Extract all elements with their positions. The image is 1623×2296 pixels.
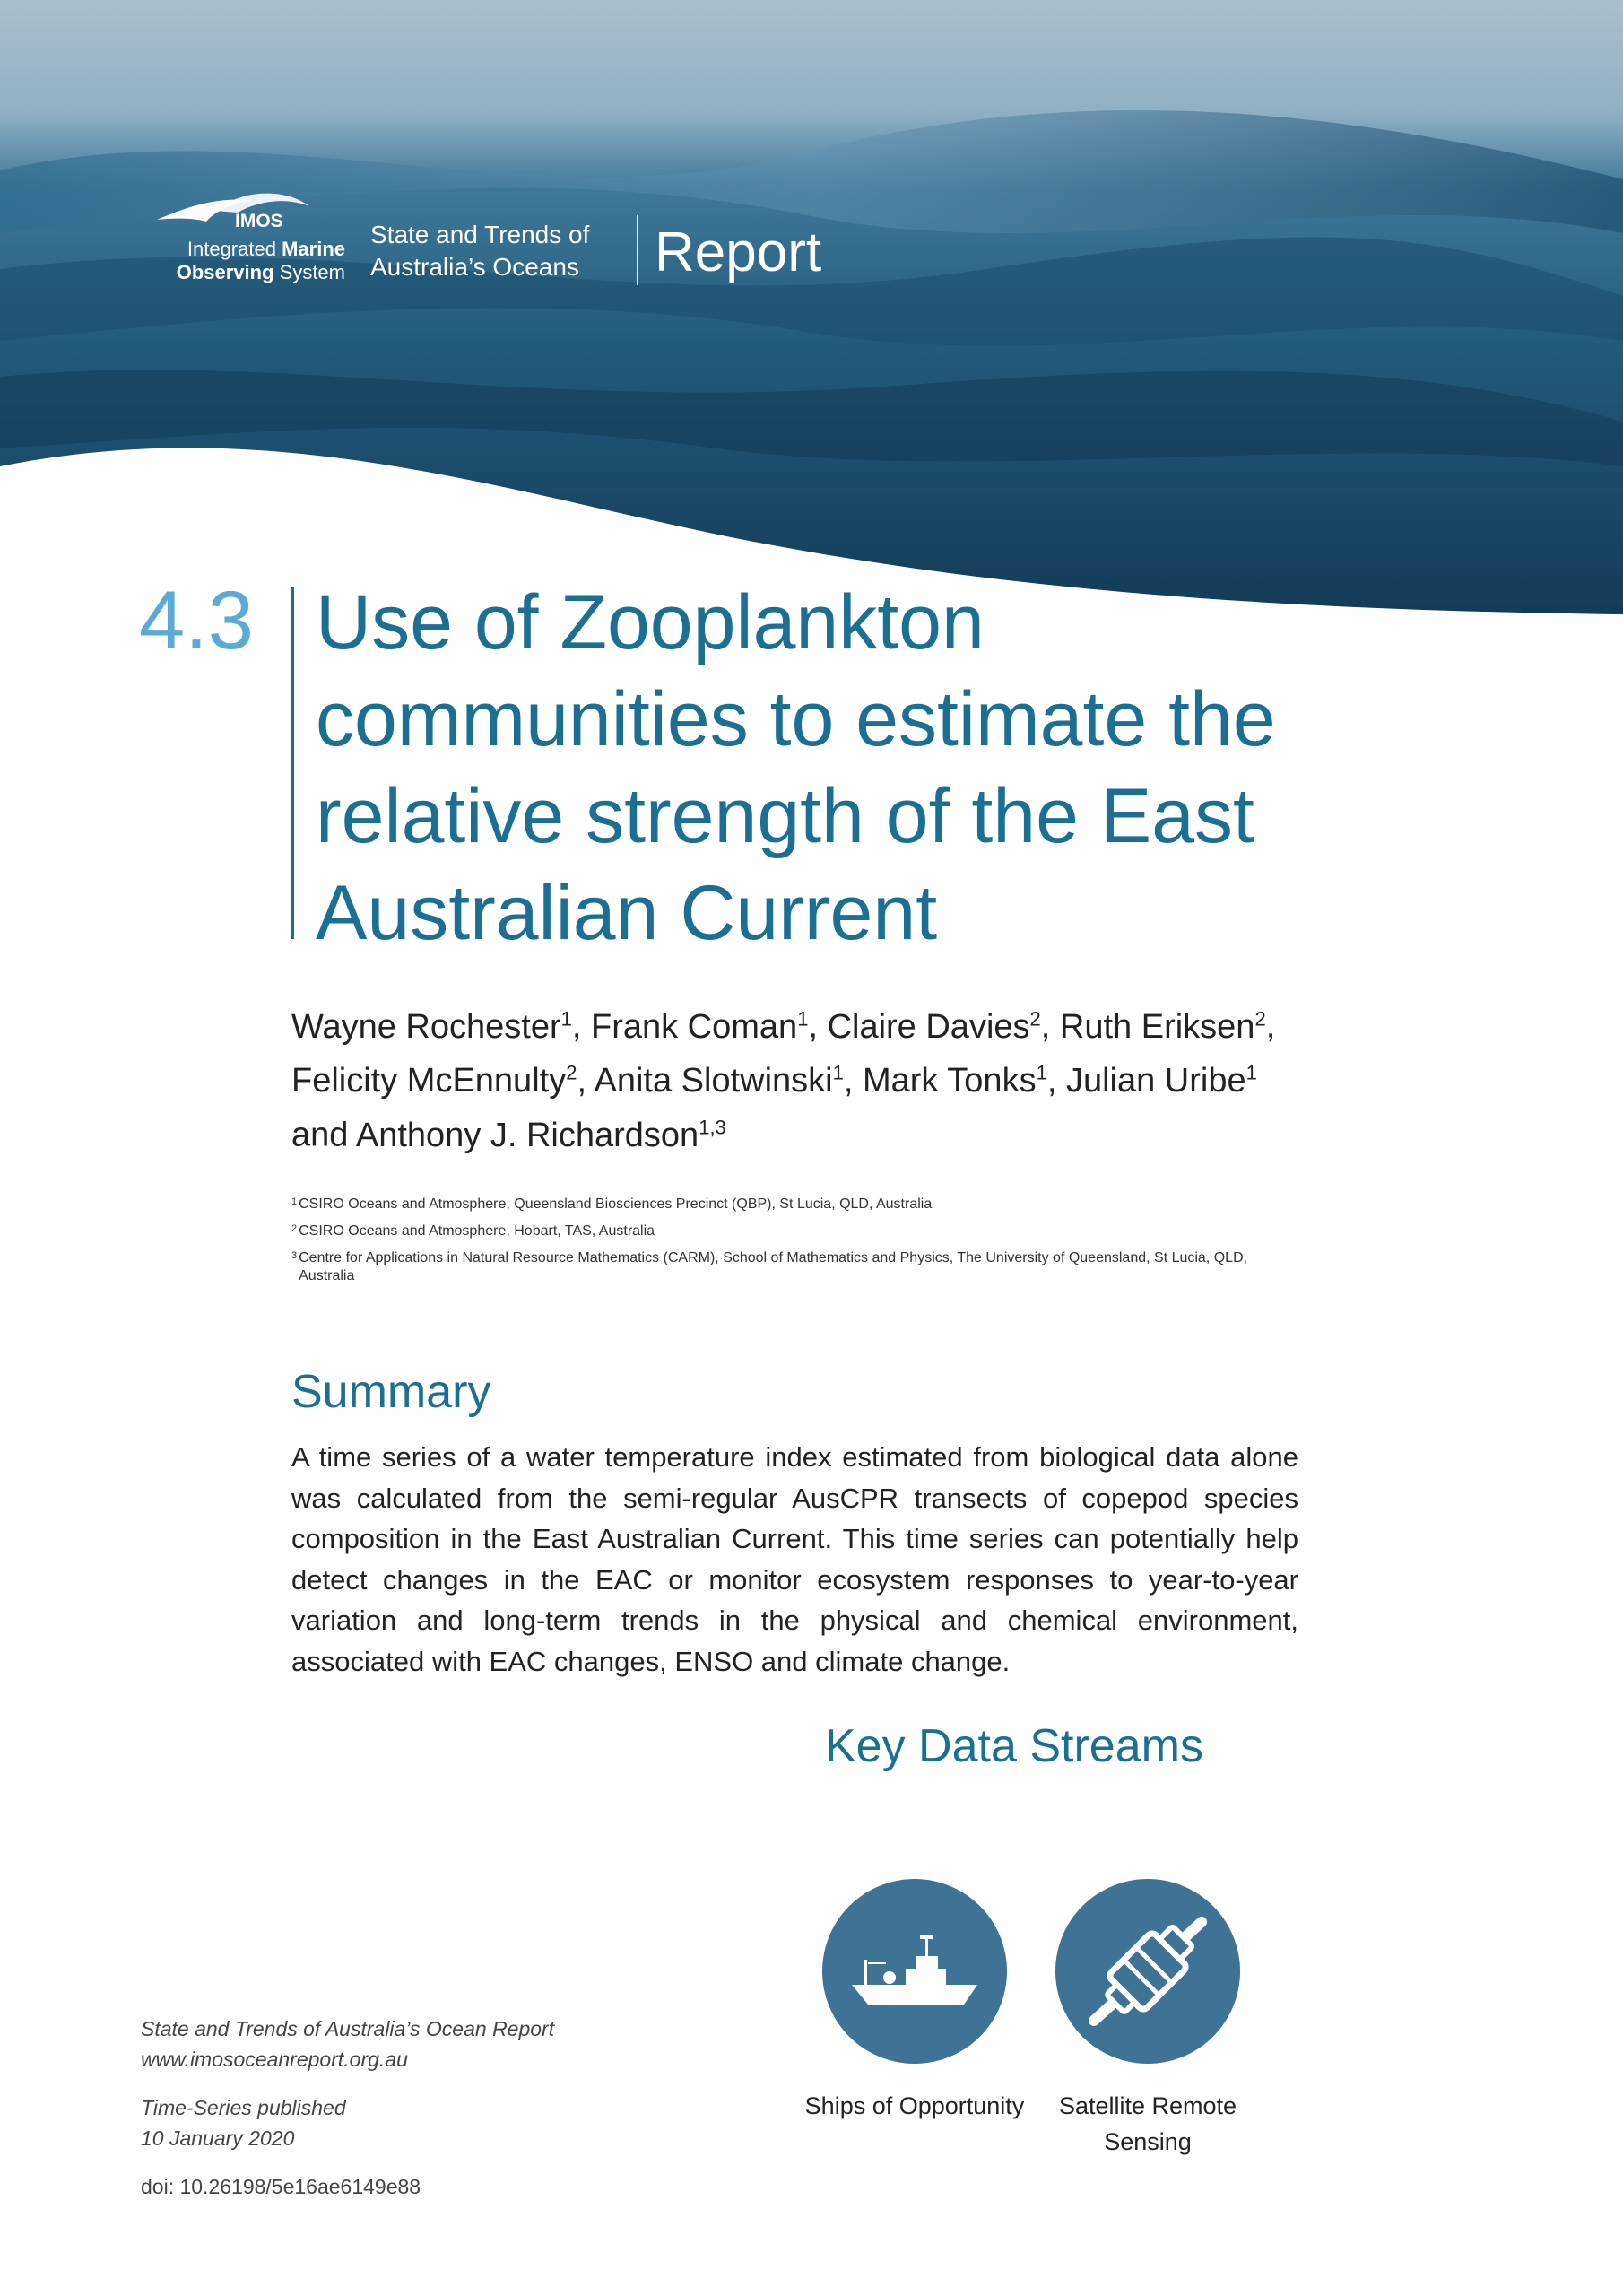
affiliation-item: 1 CSIRO Oceans and Atmosphere, Queensland Biosciences Precinct (QBP), St Lucia, QLD, Australia xyxy=(291,1196,933,1212)
author: Anita Slotwinski$^1$ xyxy=(594,1061,844,1100)
published-label: Time-Series published xyxy=(141,2096,346,2119)
imos-logo xyxy=(135,184,359,284)
author: Mark Tonks$^1$ xyxy=(862,1061,1047,1100)
ocean-header-image xyxy=(0,0,1623,628)
satellite-icon xyxy=(1055,1879,1240,2064)
author: Felicity McEnnulty$^2$ xyxy=(291,1061,577,1100)
author: Julian Uribe$^1$ xyxy=(1065,1061,1257,1100)
report-name: State and Trends of Australia’s Ocean Report xyxy=(141,2017,555,2040)
data-stream-satellite xyxy=(1022,1879,1273,2160)
doi[interactable]: doi: 10.26198/5e16ae6149e88 xyxy=(141,2175,421,2198)
author: Wayne Rochester$^1$ xyxy=(291,1007,572,1046)
logo-line-2: Observing System xyxy=(176,261,345,283)
affiliations xyxy=(291,1196,1278,1294)
author: Frank Coman$^1$ xyxy=(590,1007,809,1046)
data-stream-ships xyxy=(789,1879,1040,2124)
report-url[interactable]: www.imosoceanreport.org.au xyxy=(141,2048,408,2071)
page-title: Use of Zooplankton communities to estimate the relative strength of the East Australian Current xyxy=(316,579,1276,956)
summary-heading: Summary xyxy=(291,1366,491,1418)
report-label: Report xyxy=(655,222,822,283)
affiliation-item: 2 CSIRO Oceans and Atmosphere, Hobart, TAS, Australia xyxy=(291,1223,655,1239)
series-title: State and Trends of Australia’s Oceans xyxy=(370,221,590,281)
data-stream-label: Satellite Remote Sensing xyxy=(1058,2092,1237,2155)
authors-connector: and xyxy=(291,1116,349,1154)
author: Anthony J. Richardson$^{1,3}$ xyxy=(355,1116,726,1154)
author: Claire Davies$^2$ xyxy=(827,1007,1041,1046)
key-data-streams-heading: Key Data Streams xyxy=(825,1720,1203,1772)
author: Ruth Eriksen$^2$ xyxy=(1059,1007,1266,1046)
logo-line-1: Integrated Marine xyxy=(187,238,345,260)
summary-text: A time series of a water temperature index estimated from biological data alone was calculated from the semi-regular AusCPR transects of copepod species composition in the East Australian Current. This time series can potentially help detect changes in the EAC or monitor ecosystem responses to year-to-year variation and long-term trends in the physical and chemical environment, associated with EAC changes, ENSO and climate change. xyxy=(291,1441,1298,1677)
data-stream-label: Ships of Opportunity xyxy=(804,2092,1025,2119)
logo-abbreviation: IMOS xyxy=(235,211,283,231)
publication-info xyxy=(141,2013,679,2202)
affiliation-item: 3 Centre for Applications in Natural Resource Mathematics (CARM), School of Mathematics and Physics, The University of Queensland, St Lucia, QLD, Australia xyxy=(291,1250,1248,1283)
imos-wave-icon xyxy=(152,184,314,238)
header-divider xyxy=(637,215,638,285)
published-date: 10 January 2020 xyxy=(141,2126,295,2150)
author-list: Wayne Rochester$^1$, Frank Coman$^1$, Claire Davies$^2$, Ruth Eriksen$^2$, Felicity McEnnulty$^2$, Anita Slotwinski$^1$, Mark Tonks$^1$, Julian Uribe$^1$ and Anthony J. Richardson$^{1,3}$ xyxy=(291,1007,1276,1154)
section-number: 4.3 xyxy=(139,575,254,666)
ship-icon xyxy=(822,1879,1007,2064)
title-divider xyxy=(291,587,294,939)
